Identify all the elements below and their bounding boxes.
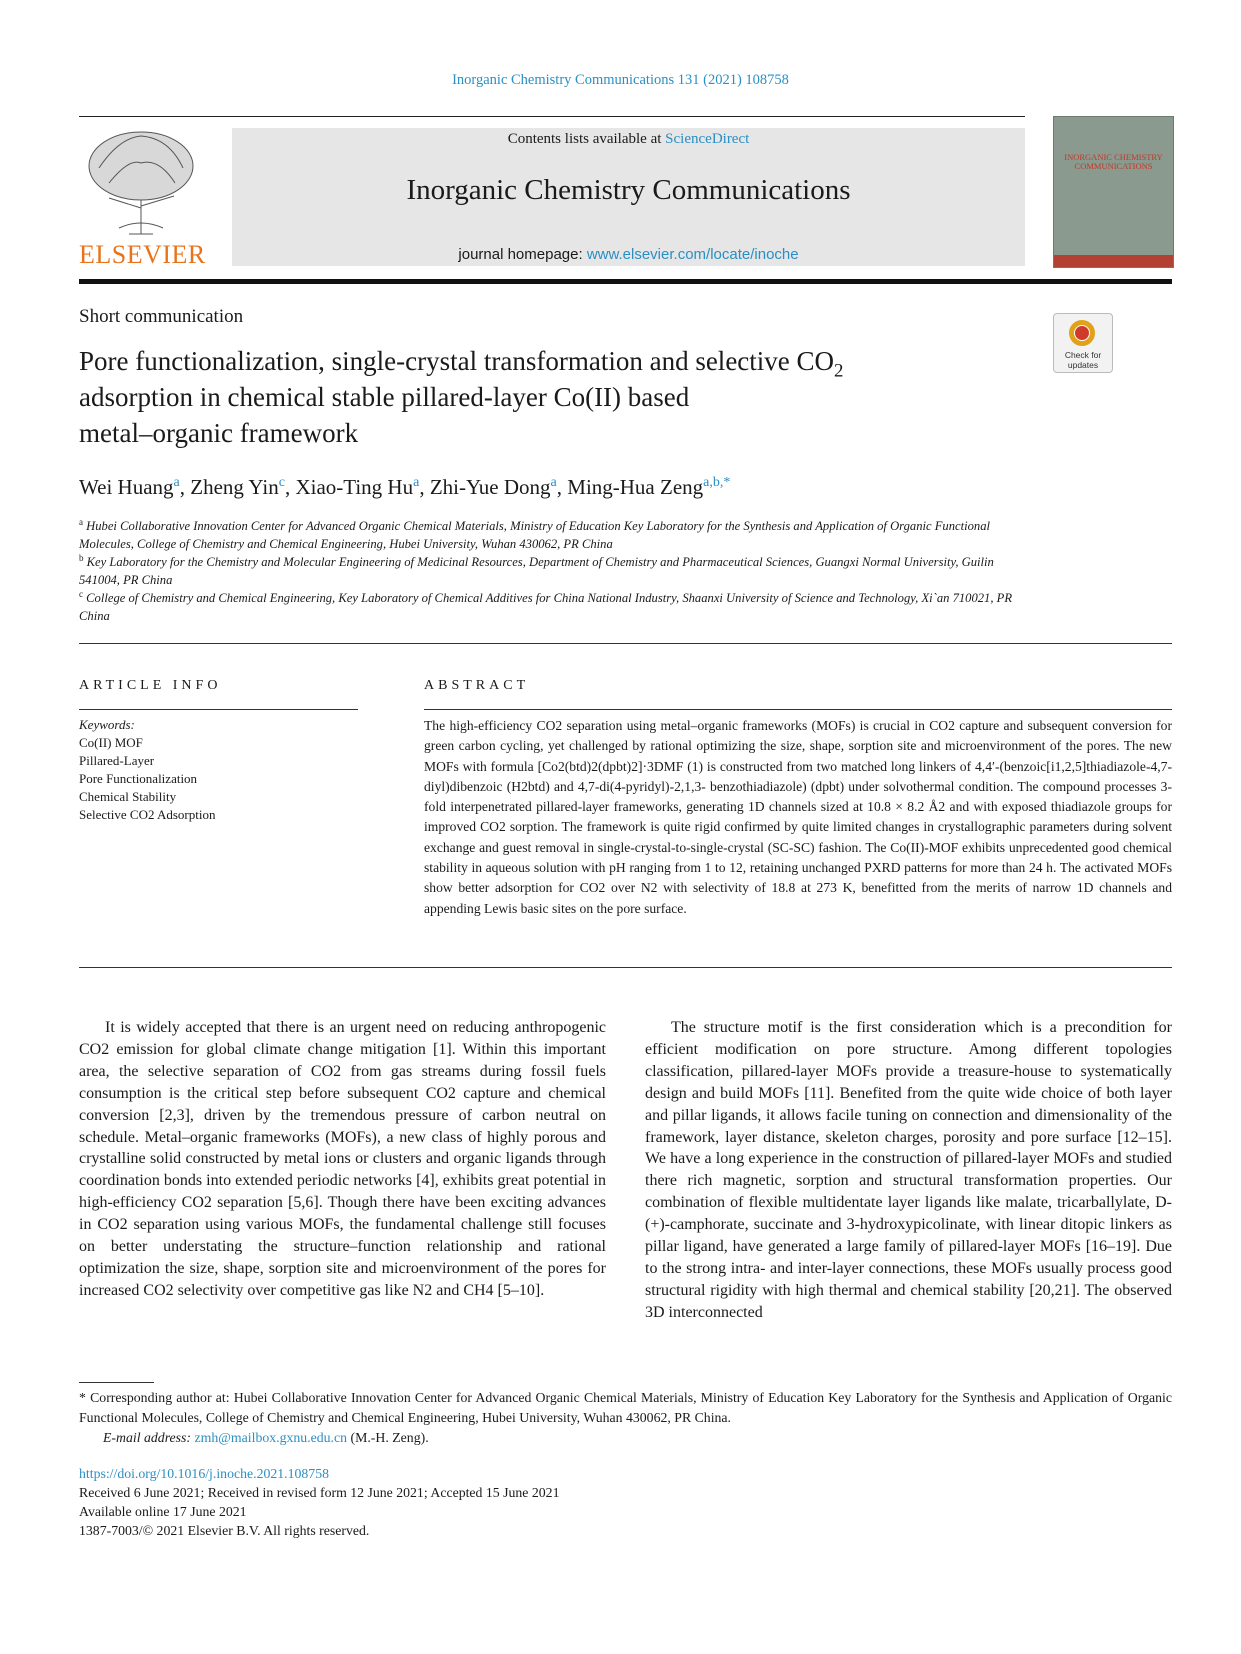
section-rule [79, 643, 1172, 644]
keywords-list [79, 716, 216, 824]
author-affil-marker[interactable]: a,b,* [703, 475, 731, 490]
author-name[interactable]: Wei Huang [79, 475, 174, 499]
author-affil-marker[interactable]: c [278, 475, 285, 490]
affiliation-key: c [79, 588, 83, 599]
email-line [79, 1428, 1172, 1448]
affiliation [79, 589, 1029, 625]
header-thick-rule [79, 279, 1172, 284]
check-for-updates-button[interactable] [1053, 313, 1113, 373]
keyword[interactable]: Selective CO2 Adsorption [79, 807, 216, 822]
journal-title: Inorganic Chemistry Communications [406, 174, 851, 206]
author-name[interactable]: Zheng Yin [190, 475, 279, 499]
contents-prefix: Contents lists available at [507, 131, 666, 147]
crossmark-label: Check for updates [1064, 350, 1102, 370]
abstract-heading: ABSTRACT [424, 678, 530, 693]
affiliations [79, 517, 1029, 625]
keyword[interactable]: Pillared-Layer [79, 753, 155, 768]
footnote-rule [79, 1382, 154, 1383]
body-paragraph: It is widely accepted that there is an urgent need on reducing anthropogenic CO2 emission for global climate change mitigation [1]. Within this important area, the selective separation of CO2 from gas streams during fossil fuels consumption is the critical step before subsequent CO2 capture and chemical conversion [2,3], driven by the tremendous pressure of carbon neutral on schedule. Metal–organic frameworks (MOFs), a new class of highly porous and crystalline solid constructed by metal ions or clusters and organic ligands through coordination bonds into extended periodic networks [4], exhibits great potential in high-efficiency CO2 separation [5,6]. Though there have been exciting advances in CO2 separation using various MOFs, the fundamental challenge still focuses on better understating the structure–function relationship and rational optimization the size, shape, sorption site and microenvironment of the pores for increased CO2 selectivity over competitive gas like N2 and CH4 [5–10]. [79, 1019, 606, 1299]
title-part2: adsorption in chemical stable pillared-layer Co(II) based [79, 382, 690, 412]
received-dates: Received 6 June 2021; Received in revised form 12 June 2021; Accepted 15 June 2021 [79, 1485, 560, 1500]
author-affil-marker[interactable]: a [173, 475, 180, 490]
elsevier-wordmark: ELSEVIER [79, 240, 206, 269]
journal-cover[interactable] [1053, 116, 1174, 268]
elsevier-logo [79, 128, 206, 270]
author-affil-marker[interactable]: a [413, 475, 420, 490]
article-type: Short communication [79, 306, 244, 327]
journal-banner [232, 128, 1025, 266]
author-affil-marker[interactable]: a [550, 475, 557, 490]
doi-link[interactable]: https://doi.org/10.1016/j.inoche.2021.108758 [79, 1466, 330, 1481]
keyword[interactable]: Chemical Stability [79, 789, 177, 804]
abstract-rule [424, 709, 1172, 710]
email-label: E-mail address: [103, 1430, 192, 1445]
corresponding-author-note: * Corresponding author at: Hubei Collaborative Innovation Center for Advanced Organic Chemical Materials, Ministry of Education Key Laboratory for the Synthesis and Application of Organic Functional Molecules, College of Chemistry and Chemical Engineering, Hubei University, Wuhan 430062, PR China. [79, 1390, 1172, 1425]
email-link[interactable]: zmh@mailbox.gxnu.edu.cn [194, 1430, 348, 1445]
body-column-left [79, 1017, 606, 1302]
cover-bar [1054, 255, 1173, 267]
author-list: Wei Huang$^a$, Zheng Yin$^c$, Xiao-Ting Hu$^a$, Zhi-Yue Dong$^a$, Ming-Hua Zeng$^{a,b,*}$ [79, 475, 731, 499]
copyright: 1387-7003/© 2021 Elsevier B.V. All rights reserved. [79, 1523, 370, 1538]
abstract-text: The high-efficiency CO2 separation using metal–organic frameworks (MOFs) is crucial in CO2 capture and subsequent conversion for green carbon cycling, yet challenged by rational optimizing the size, shape, sorption site and microenvironment of the pores. The new MOFs with formula [Co2(btd)2(dpbt)2]·3DMF (1) is constructed from two matched long linkers of 4,4′-(benzoic[i1,2,5]thiadiazole-4,7-diyl)dibenzoic (H2btd) and 4,7-di(4-pyridyl)-2,1,3- benzothiadiazole) (dpbt) under solvothermal condition. The compound processes 3-fold interpenetrated pillared-layer frameworks, generating 1D channels sized at 10.8 × 8.2 Å2 and with exposed thiadiazole groups for improved CO2 sorption. The framework is quite rigid confirmed by quite limited changes in crystallographic parameters during solvent exchange and guest removal in single-crystal-to-single-crystal (SC-SC) fashion. The Co(II)-MOF exhibits unprecedented good chemical stability in aqueous solution with pH ranging from 1 to 12, retaining unchanged PXRD patterns for more than 24 h. The activated MOFs show better adsorption for CO2 over N2 with selectivity of 18.8 at 273 K, benefitted from the merits of narrow 1D channels and appending Lewis basic sites on the pore surface. [424, 718, 1172, 916]
body-column-right [645, 1017, 1172, 1324]
author-name[interactable]: Xiao-Ting Hu [295, 475, 414, 499]
keyword[interactable]: Pore Functionalization [79, 771, 198, 786]
corresponding-footnote [79, 1388, 1172, 1448]
sciencedirect-link[interactable]: ScienceDirect [665, 131, 750, 147]
author-name[interactable]: Ming-Hua Zeng [567, 475, 704, 499]
affiliation-key: b [79, 552, 84, 563]
available-online: Available online 17 June 2021 [79, 1504, 247, 1519]
title-part3: metal–organic framework [79, 418, 359, 448]
email-owner: (M.-H. Zeng). [350, 1430, 429, 1445]
affiliation-text: College of Chemistry and Chemical Engineering, Key Laboratory of Chemical Additives for China National Industry, Shaanxi University of Science and Technology, Xi`an 710021, PR China [79, 591, 1013, 623]
journal-reference[interactable]: Inorganic Chemistry Communications 131 (2021) 108758 [452, 72, 789, 88]
section-rule [79, 967, 1172, 968]
author-name[interactable]: Zhi-Yue Dong [429, 475, 551, 499]
affiliation [79, 553, 1029, 589]
affiliation-key: a [79, 516, 83, 527]
article-info-heading: ARTICLE INFO [79, 678, 222, 693]
crossmark-dot-icon [1075, 326, 1089, 340]
journal-homepage-link[interactable]: www.elsevier.com/locate/inoche [586, 246, 799, 263]
body-paragraph: The structure motif is the first consideration which is a precondition for efficient modification on pore structure. Among different topologies classification, pillared-layer MOFs provide a treasure-house to systematically design and build MOFs [11]. Benefited from the quite wide choice of both layer and pillar ligands, it allows facile tuning on connection and dimensionality of the framework, layer distance, skeleton charges, porosity and pore surface [12–15]. We have a long experience in the construction of pillared-layer MOFs and studied there rich magnetic, sorption and structural transformation properties. Our combination of flexible multidentate layer ligands like malate, tricarballylate, D-(+)-camphorate, succinate and 3-hydroxypicolinate, with linear ditopic linkers as pillar ligand, have generated a large family of pillared-layer MOFs [16–19]. Due to the strong intra- and inter-layer connections, these MOFs usually process good structural rigidity with high thermal and chemical stability [20,21]. The observed 3D interconnected [645, 1019, 1172, 1321]
contents-line [232, 131, 1025, 148]
title-part1: Pore functionalization, single-crystal transformation and selective CO [79, 346, 835, 376]
publication-info [79, 1464, 559, 1540]
cover-title: INORGANIC CHEMISTRY COMMUNICATIONS [1064, 152, 1163, 171]
header-rule [79, 116, 1025, 117]
affiliation-text: Hubei Collaborative Innovation Center for Advanced Organic Chemical Materials, Ministry of Education Key Laboratory for the Synthesis and Application of Organic Functional Molecules, College of Chemistry and Chemical Engineering, Hubei University, Wuhan 430062, PR China [79, 519, 991, 551]
homepage-line [232, 246, 1025, 263]
title-subscript: 2 [834, 360, 844, 382]
affiliation-text: Key Laboratory for the Chemistry and Molecular Engineering of Medicinal Resources, Department of Chemistry and Pharmaceutical Sciences, Guangxi Normal University, Guilin 541004, PR China [79, 555, 994, 587]
homepage-prefix: journal homepage: [458, 246, 587, 263]
keyword[interactable]: Co(II) MOF [79, 735, 143, 750]
affiliation [79, 517, 1029, 553]
elsevier-tree-icon [79, 128, 203, 236]
info-rule [79, 709, 358, 710]
article-title [79, 343, 999, 451]
keywords-label: Keywords: [79, 717, 135, 732]
